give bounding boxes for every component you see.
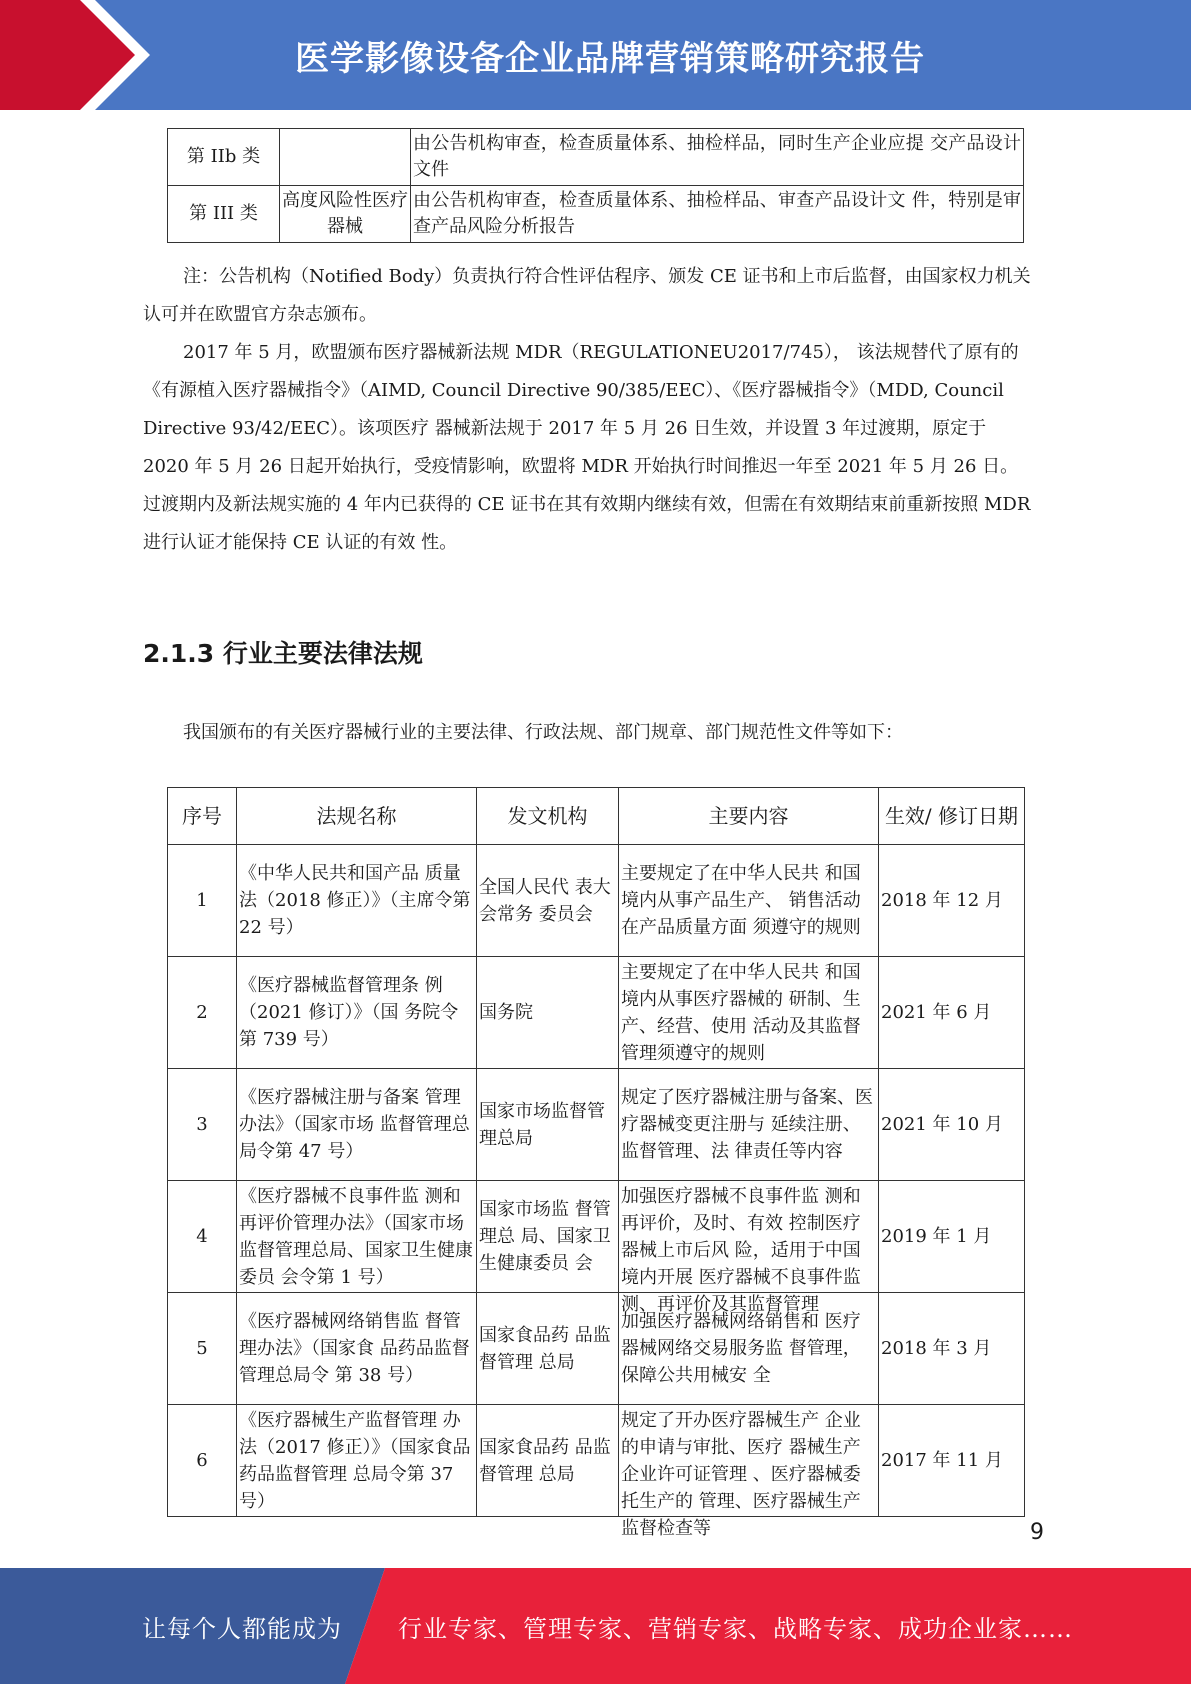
issuer-cell — [477, 1405, 619, 1517]
page-footer — [0, 1568, 1191, 1684]
table-row — [168, 1405, 1025, 1517]
column-header: 生效/ 修订日期 — [879, 788, 1025, 845]
table-row — [168, 1069, 1025, 1181]
law-name: 《中华人民共和国产品 质量法（2018 修正）》（主席令第 22 号） — [239, 863, 471, 938]
effective-date: 2021 年 10 月 — [879, 1069, 1025, 1181]
content: 主要规定了在中华人民共 和国境内从事医疗器械的 研制、生产、经营、使用 活动及其监督管理须遵守的规则 — [621, 961, 861, 1064]
class-cell: 第 IIb 类 — [168, 129, 280, 186]
content: 规定了医疗器械注册与备案、医疗器械变更注册与 延续注册、监督管理、法 律责任等内容 — [621, 1087, 873, 1162]
effective-date: 2021 年 6 月 — [879, 957, 1025, 1069]
footer-slogan-right: 行业专家、管理专家、营销专家、战略专家、成功企业家…… — [398, 1614, 1073, 1643]
row-number: 6 — [168, 1405, 237, 1517]
table-row — [168, 1181, 1025, 1293]
table-row — [168, 845, 1025, 957]
risk-cell: 高度风险性医疗器械 — [280, 186, 411, 243]
table-row — [168, 129, 1024, 186]
row-number: 4 — [168, 1181, 237, 1293]
content: 规定了开办医疗器械生产 企业的申请与审批、医疗 器械生产企业许可证管理 、医疗器械委托生产的 管理、医疗器械生产监督检查等 — [621, 1409, 861, 1539]
law-name-cell — [237, 1293, 477, 1405]
effective-date: 2019 年 1 月 — [879, 1181, 1025, 1293]
table-row — [168, 957, 1025, 1069]
content: 加强医疗器械不良事件监 测和再评价，及时、有效 控制医疗器械上市后风 险，适用于中国境内开展 医疗器械不良事件监测、再评价及其监督管理 — [621, 1185, 861, 1315]
issuer-cell — [477, 1181, 619, 1293]
law-name-cell — [237, 1181, 477, 1293]
column-header: 序号 — [168, 788, 237, 845]
law-name: 《医疗器械注册与备案 管理办法》（国家市场 监督管理总局令第 47 号） — [239, 1087, 470, 1162]
law-name-cell — [237, 957, 477, 1069]
issuer-cell — [477, 845, 619, 957]
page-number: 9 — [1030, 1520, 1044, 1545]
procedure-cell: 由公告机构审查，检查质量体系、抽检样品、审查产品设计文 件，特别是审查产品风险分析报告 — [411, 186, 1024, 243]
laws-table — [167, 787, 1025, 1539]
table-header-row — [168, 788, 1025, 845]
procedure-cell: 由公告机构审查，检查质量体系、抽检样品，同时生产企业应提 交产品设计文件 — [411, 129, 1024, 186]
issuer: 国家市场监 督管理总 局、国家卫 生健康委员 会 — [479, 1199, 611, 1274]
column-header: 发文机构 — [477, 788, 619, 845]
issuer: 国家食品药 品监督管理 总局 — [479, 1436, 611, 1485]
page-header — [0, 0, 1191, 110]
content-cell — [619, 1069, 879, 1181]
section-intro: 我国颁布的有关医疗器械行业的主要法律、行政法规、部门规章、部门规范性文件等如下： — [183, 722, 903, 743]
effective-date: 2018 年 3 月 — [879, 1293, 1025, 1405]
content-cell — [619, 1405, 879, 1539]
table-row — [168, 1293, 1025, 1405]
section-heading: 2.1.3 行业主要法律法规 — [143, 639, 423, 668]
class-cell: 第 III 类 — [168, 186, 280, 243]
law-name: 《医疗器械生产监督管理 办法（2017 修正）》（国家食品药品监督管理 总局令第 37 号） — [239, 1409, 471, 1512]
content-cell — [619, 1293, 879, 1405]
issuer: 全国人民代 表大会常务 委员会 — [479, 876, 611, 925]
law-name-cell — [237, 1405, 477, 1517]
issuer-cell — [477, 1293, 619, 1405]
table-row — [168, 186, 1024, 243]
issuer-cell — [477, 1069, 619, 1181]
issuer: 国务院 — [479, 1002, 533, 1023]
law-name-cell — [237, 845, 477, 957]
content: 主要规定了在中华人民共 和国境内从事产品生产、 销售活动在产品质量方面 须遵守的规则 — [621, 863, 861, 938]
column-header: 主要内容 — [619, 788, 879, 845]
content-cell — [619, 845, 879, 957]
law-name: 《医疗器械监督管理条 例（2021 修订）》（国 务院令第 739 号） — [239, 975, 459, 1050]
content-cell — [619, 957, 879, 1069]
eu-classification-table — [167, 128, 1024, 243]
row-number: 2 — [168, 957, 237, 1069]
mdr-paragraph: 2017 年 5 月，欧盟颁布医疗器械新法规 MDR（REGULATIONEU2017/745）， 该法规替代了原有的《有源植入医疗器械指令》（AIMD, Council Directive 90/385/EEC）、《医疗器械指令》（MDD, Council Directive 93/42/EEC）。该项医疗 器械新法规于 2017 年 5 月 26 日生效，并设置 3 年过渡期，原定于 2020 年 5 月 26 日起开始执行，受疫情影响，欧盟将 MDR 开始执行时间推迟一年至 2021 年 5 月 26 日。过渡期内及新法规实施的 4 年内已获得的 CE 证书在其有效期内继续有效，但需在有效期结束前重新按照 MDR 进行认证才能保持 CE 认证的有效 性。 — [143, 342, 1031, 553]
content: 加强医疗器械网络销售和 医疗器械网络交易服务监 督管理，保障公共用械安 全 — [621, 1311, 861, 1386]
content-cell — [619, 1181, 879, 1315]
header-title: 医学影像设备企业品牌营销策略研究报告 — [295, 38, 925, 79]
issuer-cell — [477, 957, 619, 1069]
issuer: 国家市场监督管理总局 — [479, 1100, 605, 1149]
row-number: 5 — [168, 1293, 237, 1405]
row-number: 3 — [168, 1069, 237, 1181]
note-paragraph: 注：公告机构（Notified Body）负责执行符合性评估程序、颁发 CE 证书和上市后监督，由国家权力机关认可并在欧盟官方杂志颁布。 — [143, 266, 1031, 325]
footer-slogan-left: 让每个人都能成为 — [142, 1614, 342, 1643]
effective-date: 2017 年 11 月 — [879, 1405, 1025, 1517]
row-number: 1 — [168, 845, 237, 957]
risk-cell — [280, 129, 411, 186]
law-name: 《医疗器械不良事件监 测和再评价管理办法》（国家市场监督管理总局、国家卫生健康委员 会令第 1 号） — [239, 1185, 473, 1288]
body-text — [143, 258, 1033, 562]
effective-date: 2018 年 12 月 — [879, 845, 1025, 957]
issuer: 国家食品药 品监督管理 总局 — [479, 1324, 611, 1373]
law-name-cell — [237, 1069, 477, 1181]
column-header: 法规名称 — [237, 788, 477, 845]
header-arrow-decoration — [0, 0, 150, 110]
law-name: 《医疗器械网络销售监 督管理办法》（国家食 品药品监督管理总局令 第 38 号） — [239, 1311, 470, 1386]
